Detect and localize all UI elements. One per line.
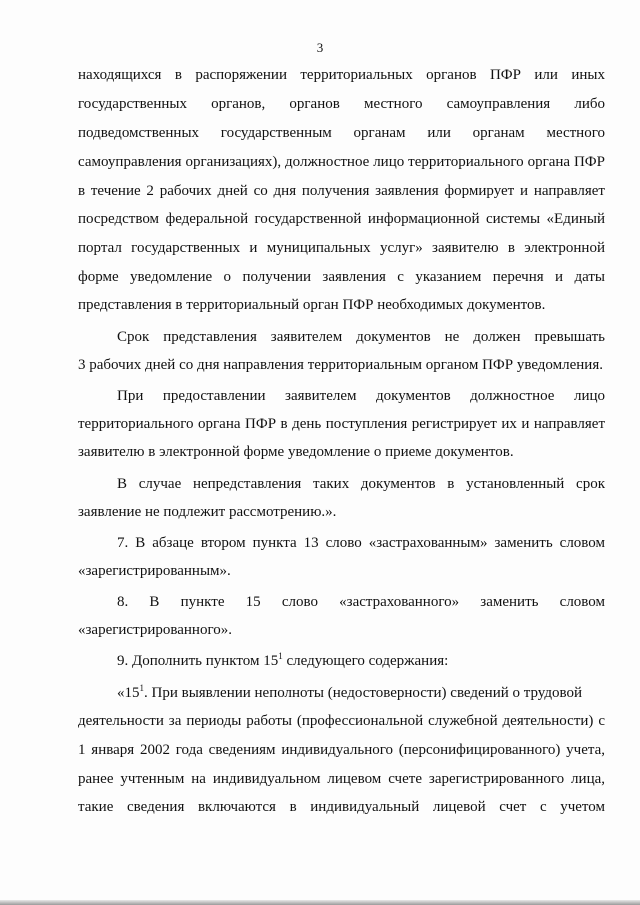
text-line: такие сведения включаются в индивидуальный лицевой счет с учетом [78,799,605,815]
text-line: заявителю в электронной форме уведомление о приеме документов. [78,444,514,460]
paragraph-first-line: При предоставлении заявителем документов должностное лицо [117,388,605,404]
text-line: «зарегистрированного». [78,622,232,638]
paragraph-first-line [117,683,605,703]
text-line: представления в территориальный орган ПФР необходимых документов. [78,297,546,313]
text-line: заявление не подлежит рассмотрению.». [78,504,337,520]
paragraph-first-line [117,651,605,671]
superscript: 1 [278,651,283,661]
superscript: 1 [139,683,144,693]
text-line: находящихся в распоряжении территориальных органов ПФР или иных [78,67,605,83]
text-run: следующего содержания: [282,653,449,669]
text-run: 9. Дополнить пунктом 15 [117,653,279,669]
paragraph-first-line: Срок представления заявителем документов не должен превышать [117,329,605,345]
text-line: самоуправления организациях), должностное лицо территориального органа ПФР [78,154,605,170]
text-line: подведомственных государственным органам или органам местного [78,125,605,141]
text-line: деятельности за периоды работы (профессиональной служебной деятельности) с [78,713,605,729]
paragraph-first-line: В случае непредставления таких документов в установленный срок [117,476,605,492]
page-number: 3 [316,40,324,55]
text-line: форме уведомление о получении заявления с указанием перечня и даты [78,269,605,285]
text-line: в течение 2 рабочих дней со дня получения заявления формирует и направляет [78,183,605,199]
text-line: «зарегистрированным». [78,563,231,579]
text-run: . При выявлении неполноты (недостоверности) сведений о трудовой [144,685,583,701]
text-line: портал государственных и муниципальных услуг» заявителю в электронной [78,240,605,256]
paragraph-first-line: 8. В пункте 15 слово «застрахованного» заменить словом [117,594,605,610]
text-line: 1 января 2002 года сведениям индивидуального (персонифицированного) учета, [78,742,605,758]
text-line: посредством федеральной государственной информационной системы «Единый [78,211,605,227]
text-line: 3 рабочих дней со дня направления территориальным органом ПФР уведомления. [78,357,603,373]
scan-edge [0,900,640,905]
text-line: ранее учтенным на индивидуальном лицевом счете зарегистрированного лица, [78,771,605,787]
text-line: территориального органа ПФР в день поступления регистрирует их и направляет [78,416,605,432]
paragraph-first-line: 7. В абзаце втором пункта 13 слово «застрахованным» заменить словом [117,535,605,551]
text-line: государственных органов, органов местного самоуправления либо [78,96,605,112]
text-run: «15 [117,685,140,701]
